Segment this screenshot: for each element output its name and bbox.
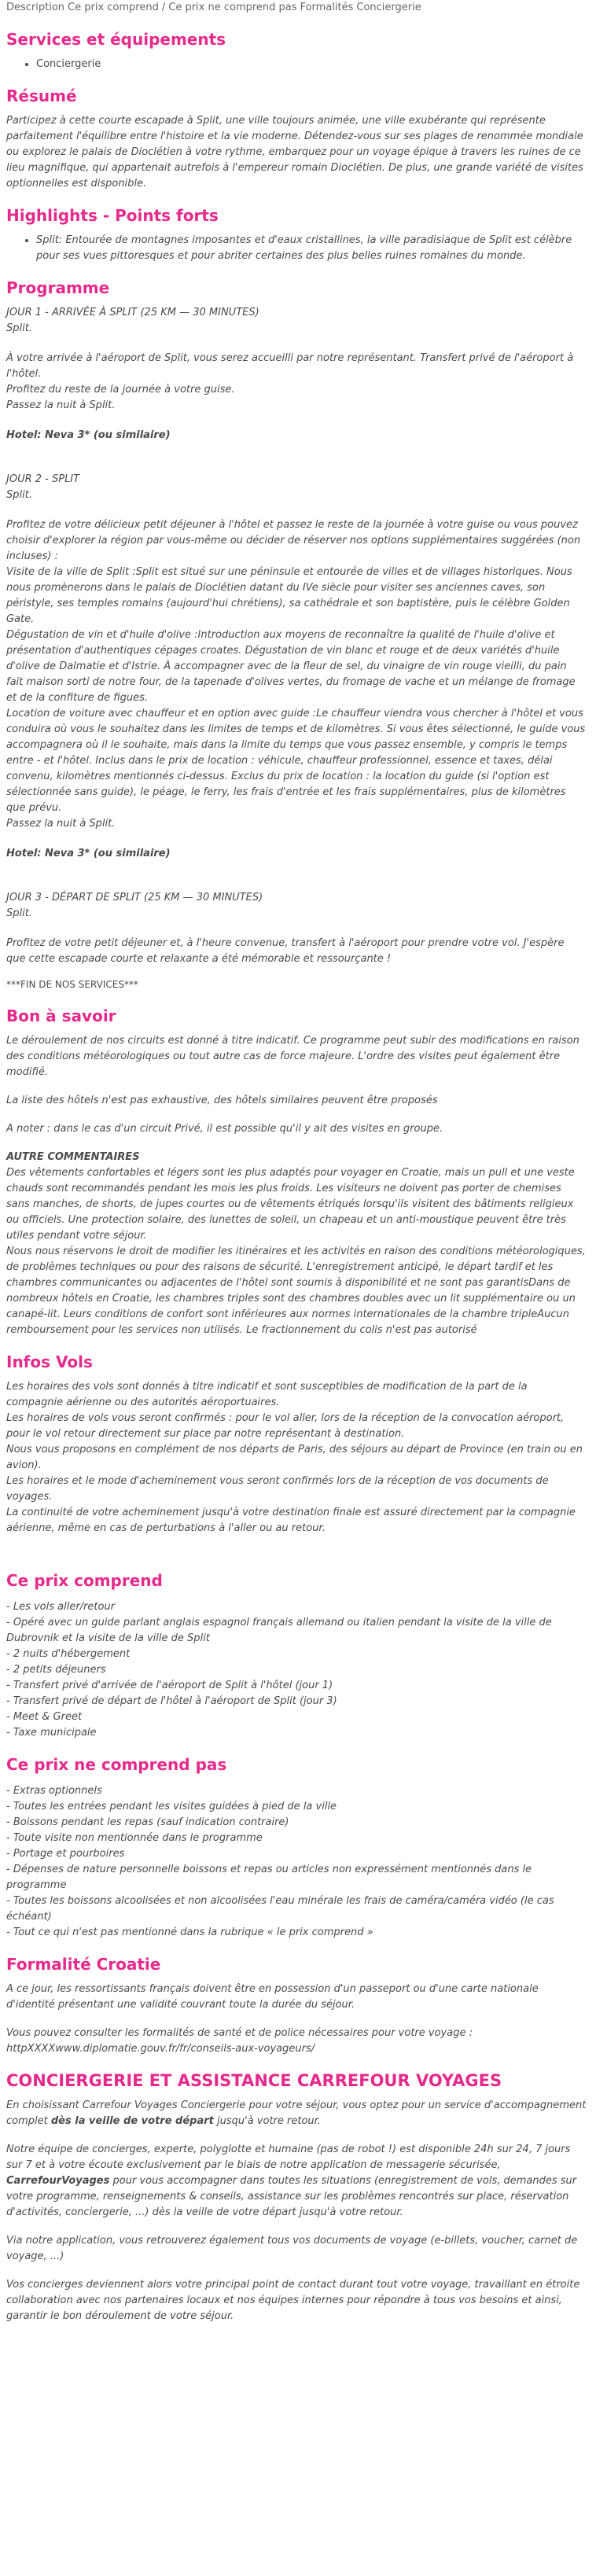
formalite-text-1: A ce jour, les ressortissants français doivent être en possession d'un passeport ou d'une carte nationale d'identité présentant une validité couvrant toute la durée du séjour. (6, 1983, 539, 2011)
list-item: - Meet & Greet (6, 1711, 83, 1723)
text-line: Location de voiture avec chauffeur et en option avec guide :Le chauffeur viendra vous chercher à l'hôtel et vous conduira où vous le souhaitez dans les limites de temps et de kilomètres. Si vous êtes sélectionné, le guide vous accompagnera où il le souhaite, mais dans la limite du temps que vous passez ensemble, y compris le temps entre - et l'hôtel. Inclus dans le prix de location : véhicule, chauffeur professionnel, essence et taxes, délai convenu, kilomètres mentionnés ci-dessus. Exclus du prix de location : la location du guide (si l'option est sélectionnée sans guide), le péage, le ferry, les frais d'entrée et les frais supplémentaires, plus de kilomètres que prévu. (6, 708, 586, 814)
text-line: Visite de la ville de Split :Split est situé sur une péninsule et entourée de villes et de villages historiques. Nous nous promènerons dans le palais de Dioclétien datant du IVe siècle pour visiter ses anciennes caves, son péristyle, ses temples romains (aujourd'hui chrétiens), sa cathédrale et son baptistère, puis le célèbre Golden Gate. (6, 566, 572, 625)
breadcrumb-comprend[interactable]: Ce prix comprend (68, 2, 159, 13)
comprend-heading: Ce prix comprend (6, 1571, 163, 1590)
infos-vols-text (6, 1379, 587, 1536)
bon-text-2: La liste des hôtels n'est pas exhaustive, des hôtels similaires peuvent être proposés (6, 1095, 438, 1106)
text-line: Passez la nuit à Split. (6, 818, 116, 830)
text-line: La continuité de votre acheminement jusqu'à votre destination finale est assuré directement par la compagnie aérienne, même en cas de perturbations à l'aller ou au retour. (6, 1507, 576, 1534)
conciergerie-text-3: Via notre application, vous retrouverez également tous vos documents de voyage (e-billets, voucher, carnet de voyage, ...) (6, 2235, 578, 2262)
ne-comprend-list (6, 1783, 587, 1941)
breadcrumb-formalites[interactable]: Formalités (300, 2, 354, 13)
text-line: Dégustation de vin et d'huile d'olive :Introduction aux moyens de reconnaître la qualité de l'huile d'olive et présentation d'authentiques cépages croates. Dégustation de vin blanc et rouge et de deux variétés d'huile d'olive de Dalmatie et d'Istrie. À accompagner avec de la fleur de sel, du vinaigre de vin rouge vieilli, du pain fait maison sorti de notre four, de la tapenade d'olives vertes, du fromage de vache et un mélange de fromage et de la confiture de figues. (6, 629, 576, 704)
day3-text: Profitez de votre petit déjeuner et, à l'heure convenue, transfert à l'aéroport pour prendre votre vol. J'espère que cette escapade courte et relaxante a été mémorable et ressourçante ! (6, 937, 565, 965)
highlights-heading: Highlights - Points forts (6, 206, 219, 225)
text-line: Les horaires et le mode d'acheminement vous seront confirmés lors de la réception de vos documents de voyages. (6, 1475, 549, 1503)
text-line: Profitez du reste de la journée à votre guise. (6, 384, 235, 396)
formalite-text-2 (6, 2026, 587, 2057)
list-item: - Dépenses de nature personnelle boissons et repas ou articles non expressément mentionnés dans le programme (6, 1864, 532, 1891)
page (0, 2, 596, 2324)
conciergerie-heading: CONCIERGERIE ET ASSISTANCE CARREFOUR VOYAGES (6, 2071, 502, 2090)
resume-heading: Résumé (6, 86, 77, 105)
conciergerie-text-1 (6, 2098, 587, 2129)
autre-commentaires-text (6, 1165, 587, 1338)
text-line: Nous nous réservons le droit de modifier les itinéraires et les activités en raison des conditions météorologiques, de problèmes techniques ou pour des raisons de sécurité. L'enregistrement anticipé, le départ tardif et les chambres communicantes ou adjacentes de l'hôtel sont soumis à disponibilité et ne sont pas garantisDans de nombreux hôtels en Croatie, les chambres triples sont des chambres doubles avec un lit supplémentaire ou un canapé-lit. Leurs conditions de confort sont inférieures aux normes internationales de la chambre tripleAucun remboursement pour les services non utilisés. Le fractionnement du colis n'est pas autorisé (6, 1246, 586, 1336)
text-span: Notre équipe de concierges, experte, polyglotte et humaine (pas de robot !) est disponible 24h sur 24, 7 jours sur 7 et à votre écoute exclusivement par le biais de notre application de messagerie sécurisée, (6, 2144, 571, 2171)
day3-city: Split. (6, 907, 32, 919)
breadcrumb (6, 2, 587, 14)
end-of-services: ***FIN DE NOS SERVICES*** (6, 979, 138, 990)
bon-text-1: Le déroulement de nos circuits est donné à titre indicatif. Ce programme peut subir des modifications en raison des conditions météorologiques ou tout autre cas de force majeure. L'ordre des visites peut également être modifié. (6, 1035, 579, 1078)
list-item: - Tout ce qui n'est pas mentionné dans la rubrique « le prix comprend » (6, 1926, 373, 1938)
day2-city: Split. (6, 489, 32, 501)
text-line: Profitez de votre délicieux petit déjeuner à l'hôtel et passez le reste de la journée à votre guise ou vous pouvez choisir d'explorer la région par vous-même ou décider de réserver nos options supplémentaires suggérées (non incluses) : (6, 519, 581, 562)
text-span: En choisissant Carrefour Voyages Conciergerie pour votre séjour, vous optez pour un service d'accompagnement complet (6, 2099, 587, 2127)
list-item: - Toutes les entrées pendant les visites guidées à pied de la ville (6, 1801, 337, 1812)
autre-commentaires-title: AUTRE COMMENTAIRES (6, 1151, 140, 1163)
text-line: Passez la nuit à Split. (6, 399, 116, 411)
text-span: jusqu'à votre retour. (217, 2115, 321, 2127)
breadcrumb-description[interactable]: Description (6, 2, 65, 13)
day3-title: JOUR 3 - DÉPART DE SPLIT (25 KM — 30 MINUTES) (6, 892, 263, 903)
highlights-list (6, 233, 587, 264)
text-line: Vous pouvez consulter les formalités de santé et de police nécessaires pour votre voyage : (6, 2027, 473, 2039)
list-item: - Portage et pourboires (6, 1848, 125, 1860)
day2-title: JOUR 2 - SPLIT (6, 473, 80, 485)
list-item: - Opéré avec un guide parlant anglais espagnol français allemand ou italien pendant la visite de la ville de Dubrovnik et la visite de la ville de Split (6, 1617, 552, 1644)
text-span: pour vous accompagner dans toutes les situations (enregistrement de vols, demandes sur votre programme, renseignements & conseils, assistance sur les problèmes rencontrés sur place, réservation d'activités, conciergerie, ...) dès la veille de votre départ jusqu'à votre retour. (6, 2175, 577, 2218)
diplomatie-link[interactable]: httpXXXXwww.diplomatie.gouv.fr/fr/conseils-aux-voyageurs/ (6, 2043, 315, 2055)
conciergerie-text-2 (6, 2142, 587, 2221)
day1-title: JOUR 1 - ARRIVÉE À SPLIT (25 KM — 30 MINUTES) (6, 307, 259, 318)
day2-hotel: Hotel: Neva 3* (ou similaire) (6, 848, 171, 859)
services-heading: Services et équipements (6, 30, 226, 49)
bon-text-3: A noter : dans le cas d'un circuit Privé, il est possible qu'il y ait des visites en groupe. (6, 1123, 443, 1135)
day2-text (6, 517, 587, 832)
bold-text: CarrefourVoyages (6, 2175, 110, 2187)
list-item: • Split: Entourée de montagnes imposantes et d'eaux cristallines, la ville paradisiaque de Split est célèbre pour ses vues pittoresques et pour abriter certaines des plus belles ruines romaines du monde. (36, 233, 587, 264)
ne-comprend-heading: Ce prix ne comprend pas (6, 1755, 227, 1774)
text-line: À votre arrivée à l'aéroport de Split, vous serez accueilli par notre représentant. Transfert privé de l'aéroport à l'hôtel. (6, 352, 574, 380)
list-item: - Transfert privé d'arrivée de l'aéroport de Split à l'hôtel (jour 1) (6, 1680, 333, 1691)
services-list (6, 57, 587, 72)
programme-heading: Programme (6, 278, 110, 297)
day1-city: Split. (6, 322, 32, 334)
list-item: - Taxe municipale (6, 1727, 97, 1739)
breadcrumb-conciergerie[interactable]: Conciergerie (356, 2, 421, 13)
text-line: Les horaires de vols vous seront confirmés : pour le vol aller, lors de la réception de la convocation aéroport, pour le vol retour directement sur place par notre représentant à destination. (6, 1412, 565, 1440)
text-line: Nous vous proposons en complément de nos départs de Paris, des séjours au départ de Province (en train ou en avion). (6, 1444, 583, 1471)
formalite-heading: Formalité Croatie (6, 1955, 161, 1974)
list-item: - 2 petits déjeuners (6, 1664, 106, 1676)
breadcrumb-ne-comprend[interactable]: Ce prix ne comprend pas (168, 2, 297, 13)
bold-text: dès la veille de votre départ (50, 2115, 214, 2127)
day1-hotel: Hotel: Neva 3* (ou similaire) (6, 429, 171, 441)
text-line: Des vêtements confortables et légers sont les plus adaptés pour voyager en Croatie, mais un pull et une veste chauds sont recommandés pendant les mois les plus froids. Les visiteurs ne doivent pas porter de chemises sans manches, de shorts, de jupes courtes ou de vêtements étriqués lorsqu'ils visitent des bâtiments religieux ou officiels. Une protection solaire, des lunettes de soleil, un chapeau et un anti-moustique peuvent être très utiles pendant votre séjour. (6, 1167, 575, 1242)
list-item: - Les vols aller/retour (6, 1601, 116, 1613)
list-item: - Toutes les boissons alcoolisées et non alcoolisées l'eau minérale les frais de caméra/caméra vidéo (le cas échéant) (6, 1895, 554, 1923)
conciergerie-text-4: Vos concierges deviennent alors votre principal point de contact durant tout votre voyage, travaillant en étroite collaboration avec nos partenaires locaux et nos équipes internes pour répondre à tous vos besoins et ainsi, garantir le bon déroulement de votre séjour. (6, 2279, 580, 2322)
breadcrumb-separator: / (161, 2, 166, 13)
list-item: • Conciergerie (36, 57, 587, 72)
comprend-list (6, 1599, 587, 1741)
bon-heading: Bon à savoir (6, 1006, 116, 1025)
list-item: - Extras optionnels (6, 1785, 102, 1797)
text-line: Les horaires des vols sont donnés à titre indicatif et sont susceptibles de modification de la part de la compagnie aérienne ou des autorités aéroportuaires. (6, 1381, 528, 1408)
list-item: - Transfert privé de départ de l'hôtel à l'aéroport de Split (jour 3) (6, 1695, 337, 1707)
list-item: - 2 nuits d'hébergement (6, 1648, 131, 1660)
list-item: - Boissons pendant les repas (sauf indication contraire) (6, 1816, 289, 1828)
day1-text (6, 351, 587, 414)
list-item: - Toute visite non mentionnée dans le programme (6, 1832, 263, 1844)
infos-vols-heading: Infos Vols (6, 1352, 93, 1371)
resume-text: Participez à cette courte escapade à Split, une ville toujours animée, une ville exubérante qui représente parfaitement l'équilibre entre l'histoire et la vie moderne. Détendez-vous sur ses plages de renommée mondiale ou explorez le palais de Dioclétien à votre rythme, embarquez pour un voyage épique à travers les ruines de ce lieu magnifique, qui appartenait autrefois à l'empereur romain Dioclétien. De plus, une grande variété de visites optionnelles est disponible. (6, 115, 583, 190)
